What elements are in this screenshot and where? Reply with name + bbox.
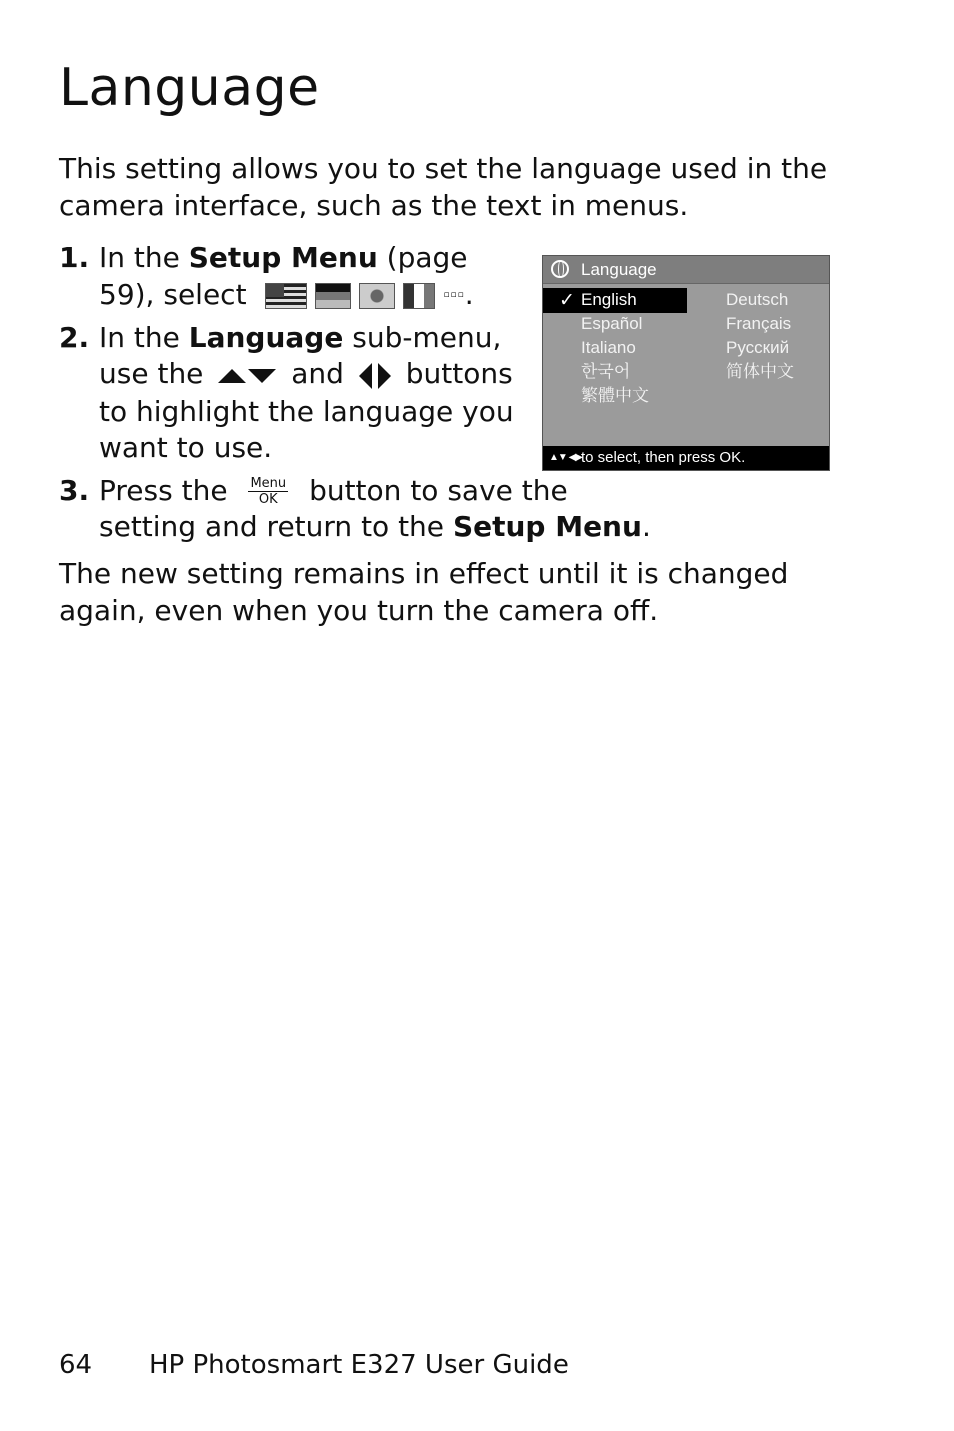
menu-ok-button-icon: Menu OK [250, 476, 287, 507]
us-flag-icon [265, 283, 307, 309]
language-option[interactable]: 繁體中文 [581, 386, 649, 405]
page-footer [59, 1350, 569, 1380]
step-text: . [464, 277, 474, 311]
language-option[interactable]: Русский [726, 338, 790, 357]
language-option[interactable]: 한국어 [581, 362, 631, 381]
left-right-arrows-icon [359, 357, 391, 394]
step-1 [59, 240, 529, 314]
step-text: In the [99, 241, 189, 274]
screen-footer [543, 446, 829, 470]
step-2 [59, 320, 529, 467]
menu-name: Setup Menu [188, 241, 378, 274]
screen-footer-text: to select, then press OK. [581, 449, 746, 466]
step-text: button to save the setting and return to the [99, 473, 568, 543]
language-option[interactable]: Italiano [581, 338, 636, 357]
check-icon: ✓ [559, 290, 575, 311]
submenu-name: Language [188, 320, 344, 354]
left-arrow-icon [359, 363, 372, 389]
step-text: and [291, 357, 344, 391]
down-arrow-icon [248, 369, 276, 383]
page-number: 64 [59, 1350, 93, 1380]
screen-title: Language [581, 260, 657, 279]
language-option[interactable]: Deutsch [726, 290, 789, 309]
step-number: 2. [59, 320, 90, 354]
right-arrow-icon [378, 363, 391, 389]
camera-language-screen [542, 255, 830, 471]
step-number: 3. [59, 473, 90, 507]
step-text: Press the [99, 473, 228, 507]
german-flag-icon [315, 283, 351, 309]
language-option[interactable]: Français [726, 314, 792, 333]
up-down-arrows-icon [218, 357, 276, 394]
menu-name: Setup Menu [452, 510, 642, 543]
language-option[interactable]: English [581, 290, 637, 309]
up-arrow-icon [218, 369, 246, 383]
globe-icon [551, 260, 569, 278]
step-3 [59, 473, 659, 546]
step-text: . [641, 510, 651, 543]
step-text: In the [99, 320, 189, 354]
step-number: 1. [59, 241, 90, 274]
language-flags-icon [265, 277, 464, 314]
language-option[interactable]: 简体中文 [726, 362, 794, 381]
navigation-arrows-icon: ▲▼ ◀▶ [549, 452, 582, 463]
intro-paragraph: This setting allows you to set the language used in the camera interface, such as the text in menus. [59, 152, 828, 222]
italian-flag-icon [403, 283, 435, 309]
page-title: Language [59, 58, 320, 118]
japanese-flag-icon [359, 283, 395, 309]
screen-header [543, 256, 829, 284]
language-option[interactable]: Español [581, 314, 643, 333]
outro-paragraph: The new setting remains in effect until it is changed again, even when you turn the camera off. [59, 557, 789, 627]
step-text: (page 59), select [99, 241, 468, 311]
more-dots-icon: ▫▫▫ [443, 290, 465, 301]
step-text: buttons to highlight the language you want to use. [99, 357, 514, 464]
step-text: sub-menu, use the [99, 320, 502, 391]
guide-title: HP Photosmart E327 User Guide [149, 1350, 569, 1380]
